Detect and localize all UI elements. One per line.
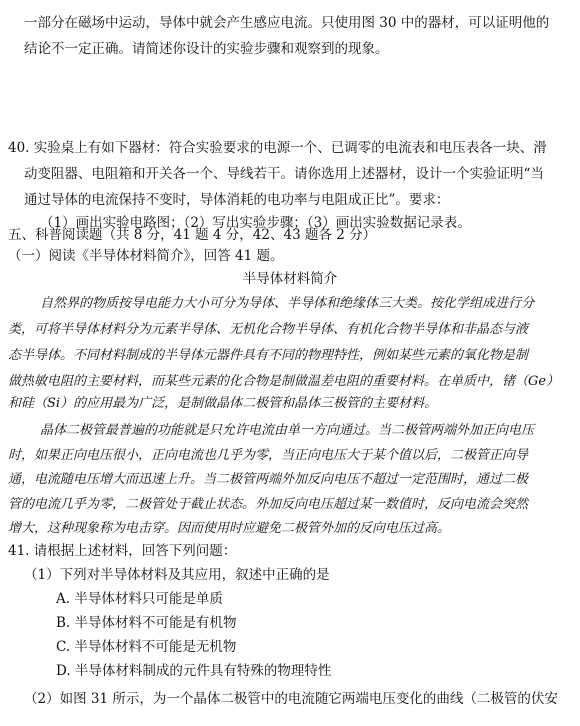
q39-line-1: 一部分在磁场中运动，导体中就会产生感应电流。只使用图 30 中的器材，可以证明他的 (24, 15, 550, 31)
q39-line-2: 结论不一定正确。请简述你设计的实验步骤和观察到的现象。 (24, 41, 389, 57)
article-line: 做热敏电阻的主要材料，而某些元素的化合物是制做温差电阻的重要材料。在单质中，锗（Ge） (8, 374, 560, 389)
article-line: 晶体二极管最普遍的功能就是只允许电流由单一方向通过。当二极管两端外加正向电压 (40, 423, 535, 438)
q40-line-3: 通过导体的电流保持不变时，导体消耗的电功率与电阻成正比”。要求： (24, 192, 450, 208)
q41-sub-1: （1）下列对半导体材料及其应用，叙述中正确的是 (24, 567, 330, 583)
option-b: B. 半导体材料不可能是有机物 (56, 615, 237, 631)
q41-stem: 41. 请根据上述材料，回答下列问题： (8, 543, 237, 559)
q40-line-2: 动变阻器、电阻箱和开关各一个、导线若干。请你选用上述器材，设计一个实验证明“当 (24, 166, 544, 182)
article-line: 态半导体。不同材料制成的半导体元器件具有不同的物理特性，例如某些元素的氧化物是制 (8, 348, 529, 363)
option-c: C. 半导体材料不可能是无机物 (56, 639, 237, 655)
article-line: 通，电流随电压增大而迅速上升。当二极管两端外加反向电压不超过一定范围时，通过二极 (8, 472, 529, 487)
article-title: 半导体材料简介 (242, 271, 338, 287)
article-line: 自然界的物质按导电能力大小可分为导体、半导体和绝缘体三大类。按化学组成进行分 (40, 296, 535, 311)
q40-line-1: 40. 实验桌上有如下器材：符合实验要求的电源一个、已调零的电流表和电压表各一块、滑 (8, 140, 547, 156)
option-a: A. 半导体材料只可能是单质 (56, 591, 223, 607)
reading-intro: （一）阅读《半导体材料简介》，回答 41 题。 (8, 248, 284, 264)
q40-requirements: （1）画出实验电路图；（2）写出实验步骤；（3）画出实验数据记录表。 (40, 215, 471, 231)
article-line: 增大，这种现象称为电击穿。因而使用时应避免二极管外加的反向电压过高。 (8, 521, 451, 536)
option-d: D. 半导体材料制成的元件具有特殊的物理特性 (56, 663, 332, 679)
section-5-heading: 五、科普阅读题（共 8 分，41 题 4 分，42、43 题各 2 分） (8, 227, 377, 243)
article-line: 管的电流几乎为零，二极管处于截止状态。外加反向电压超过某一数值时，反向电流会突然 (8, 497, 529, 512)
q41-sub-2: （2）如图 31 所示，为一个晶体二极管中的电流随它两端电压变化的曲线（二极管的伏安 (24, 691, 558, 707)
article-line: 和硅（Si）的应用最为广泛，是制做晶体二极管和晶体三极管的主要材料。 (8, 396, 438, 411)
article-line: 时，如果正向电压很小，正向电流也几乎为零，当正向电压大于某个值以后，二极管正向导 (8, 448, 529, 463)
article-line: 类，可将半导体材料分为元素半导体、无机化合物半导体、有机化合物半导体和非晶态与液 (8, 322, 529, 337)
